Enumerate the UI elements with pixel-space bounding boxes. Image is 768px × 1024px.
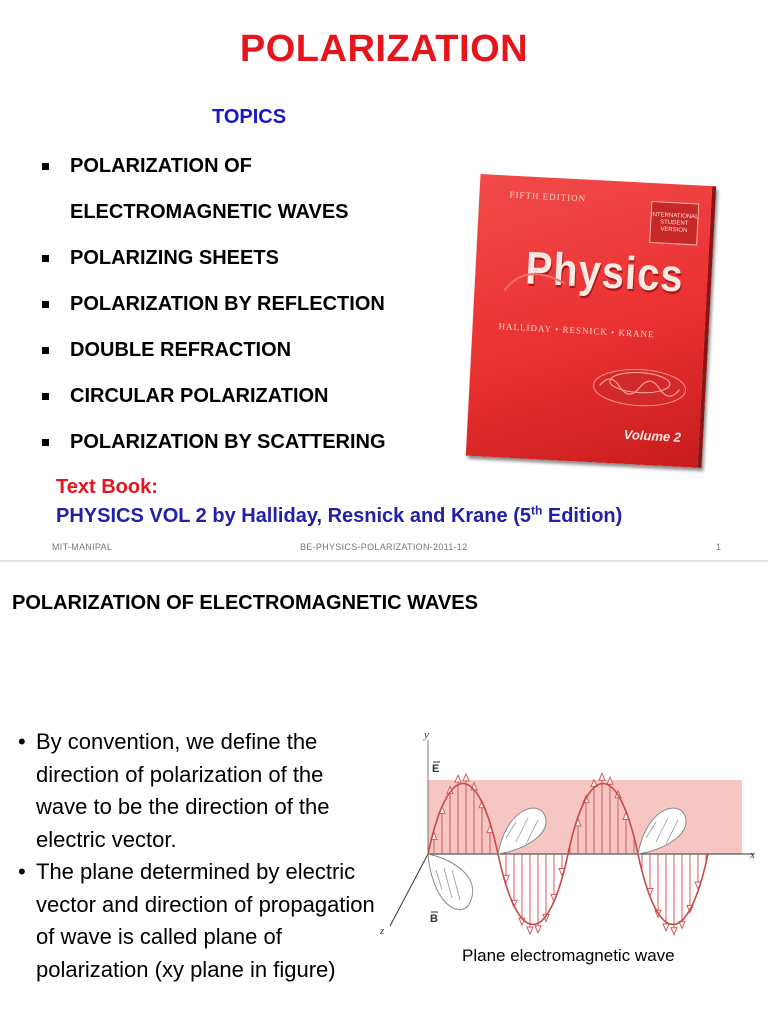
list-item: POLARIZATION OF — [40, 152, 386, 198]
bullet-square-icon — [42, 347, 49, 354]
topics-list — [40, 152, 386, 474]
x-axis-label: x — [750, 849, 755, 861]
z-axis-line — [390, 854, 428, 926]
e-vector-arrow-icon — [535, 926, 541, 933]
list-item: CIRCULAR POLARIZATION — [40, 382, 386, 428]
figure-caption: Plane electromagnetic wave — [462, 946, 675, 965]
book-volume: Volume 2 — [623, 426, 682, 445]
magnetic-field-lobe — [428, 854, 473, 910]
book-artwork-icon — [466, 174, 712, 468]
bullet-square-icon — [42, 301, 49, 308]
bullet-square-icon — [42, 255, 49, 262]
book-edition: FIFTH EDITION — [509, 189, 587, 204]
list-item: POLARIZATION BY SCATTERING — [40, 428, 386, 474]
list-item: • The plane determined by electric vector and direction of propagation of wave is called plane of polarization (xy plane in figure) — [18, 856, 378, 986]
e-vector-arrow-icon — [455, 775, 461, 782]
footer-page-number: 1 — [716, 542, 722, 552]
bullet-dot-icon: • — [18, 729, 26, 754]
slide-heading: POLARIZATION OF ELECTROMAGNETIC WAVES — [12, 592, 478, 614]
footer-center: BE-PHYSICS-POLARIZATION-2011-12 — [300, 542, 468, 552]
list-item: • By convention, we define the direction of polarization of the wave to be the direction of the electric vector. — [18, 726, 378, 856]
bullet-square-icon — [42, 393, 49, 400]
z-axis-label: z — [380, 925, 385, 937]
topics-label: TOPICS — [212, 106, 287, 128]
footer-left: MIT-MANIPAL — [52, 542, 113, 552]
bullet-dot-icon: • — [18, 859, 26, 884]
e-vector-arrow-icon — [463, 774, 469, 781]
plane-em-wave-diagram — [376, 730, 762, 940]
y-axis-label: y — [424, 730, 429, 741]
e-vector-label: E — [432, 763, 440, 775]
list-item: DOUBLE REFRACTION — [40, 336, 386, 382]
textbook-cover-image — [466, 174, 716, 468]
list-item: ELECTROMAGNETIC WAVES — [70, 201, 349, 223]
list-item: POLARIZATION BY REFLECTION — [40, 290, 386, 336]
e-vector-arrow-icon — [599, 773, 605, 780]
bullet-square-icon — [42, 439, 49, 446]
slide-title: POLARIZATION — [239, 28, 529, 70]
book-title: Physics — [524, 243, 685, 302]
e-vector-arrow-icon — [671, 928, 677, 935]
e-vector-arrow-icon — [527, 927, 533, 934]
book-sticker: INTERNATIONAL STUDENT VERSION — [649, 201, 699, 245]
list-item: POLARIZING SHEETS — [40, 244, 386, 290]
b-vector-label: B — [430, 913, 438, 925]
bullet-square-icon — [42, 163, 49, 170]
textbook-label: Text Book: — [56, 476, 158, 498]
explanation-list — [18, 726, 378, 986]
book-authors: HALLIDAY • RESNICK • KRANE — [498, 321, 655, 340]
slide-2 — [0, 562, 768, 1024]
e-vector-arrow-icon — [663, 924, 669, 931]
textbook-reference: PHYSICS VOL 2 by Halliday, Resnick and Krane (5th Edition) — [56, 503, 623, 527]
